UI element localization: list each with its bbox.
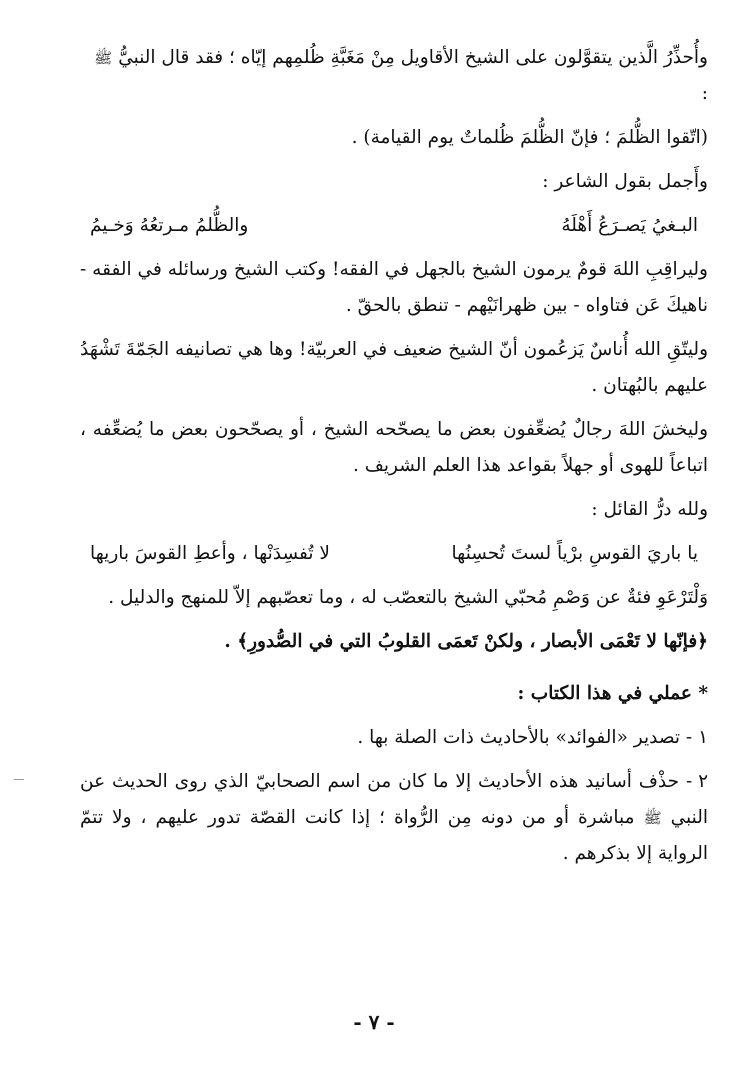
margin-mark: ـــ (14, 770, 24, 783)
document-page (80, 40, 708, 880)
list-item-text: تصدير «الفوائد» بالأحاديث ذات الصلة بها . (357, 727, 681, 748)
hadith-quote: (اتّقوا الظُّلمَ ؛ فإنّ الظُّلمَ ظُلماتٌ يوم القيامة) . (351, 127, 708, 148)
verse-second-half: لا تُفسِدَنْها ، وأعطِ القوسَ باريها (90, 543, 330, 564)
list-item-text: حذْف أسانيد هذه الأحاديث إلا ما كان من اسم الصحابيّ الذي روى الحديث عن النبي (80, 771, 708, 828)
paragraph-taassub: وَلْتَرْعَوِ فئةٌ عن وَصْمِ مُحبّي الشيخ بالتعصّب له ، وما تعصّبهم إلاّ للمنهج والدليل . (108, 587, 708, 608)
paragraph-text: : (701, 83, 708, 104)
paragraph-arabic: وليتّقِ الله أُناسٌ يَزعُمون أنّ الشيخ ضعيف في العربيّة! وها هي تصانيفه الجَمّةَ تَشْهَدُ عليهم بالبُهتان . (80, 339, 708, 396)
paragraph-qail: ولله درُّ القائل : (591, 499, 708, 520)
verse-line-1 (80, 208, 708, 244)
paragraph-warning (80, 40, 708, 112)
paragraph-tashih: وليخشَ اللهَ رجالٌ يُضعِّفون بعض ما يصحّحه الشيخ ، أو يصحّحون بعض ما يُضعِّفه ، اتباعاً للهوى أو جهلاً بقواعد هذا العلم الشريف . (80, 419, 708, 476)
verse-second-half: والظُّلمُ مـرتعُهُ وَخـيمُ (90, 215, 249, 236)
list-item-2 (80, 764, 708, 872)
poet-intro: وأَجمل بقول الشاعر : (542, 171, 708, 192)
salutation-glyph: ﷺ (94, 49, 113, 67)
section-title: * عملي في هذا الكتاب : (517, 683, 708, 704)
page-number: - ٧ - (353, 1010, 395, 1034)
verse-line-2 (80, 536, 708, 572)
list-item-text: مباشرة أو من دونه مِن الرُّواة ؛ إذا كانت القصّة تدور عليهم ، ولا تتمّ الرواية إلا بذكرهم . (80, 807, 708, 864)
paragraph-text: وأُحذِّرُ الَّذين يتقوَّلون على الشيخ الأقاويل مِنْ مَغَبَّةِ ظُلمِهم إيّاه ؛ فقد قال النبيُّ (118, 47, 708, 68)
list-number: ١ - (685, 727, 708, 748)
verse-first-half: يا باريَ القوسِ برْياً لستَ تُحسِنُها (451, 543, 698, 564)
list-number: ٢ - (685, 771, 709, 792)
paragraph-fiqh: وليراقِبِ اللهَ قومٌ يرمون الشيخ بالجهل في الفقه! وكتب الشيخ ورسائله في الفقه - ناهيكَ عَن فتاواه - بين ظهرانَيْهم - تنطق بالحقّ . (80, 259, 708, 316)
salutation-glyph: ﷺ (643, 809, 662, 827)
verse-first-half: البـغيُ يَصـرَعُ أَهْلَهُ (561, 215, 698, 236)
quran-verse: ﴿فإنّها لا تَعْمَى الأبصار ، ولكنْ تَعمَى القلوبُ التي في الصُّدورِ﴾ . (224, 631, 708, 652)
list-item-1 (80, 720, 708, 756)
